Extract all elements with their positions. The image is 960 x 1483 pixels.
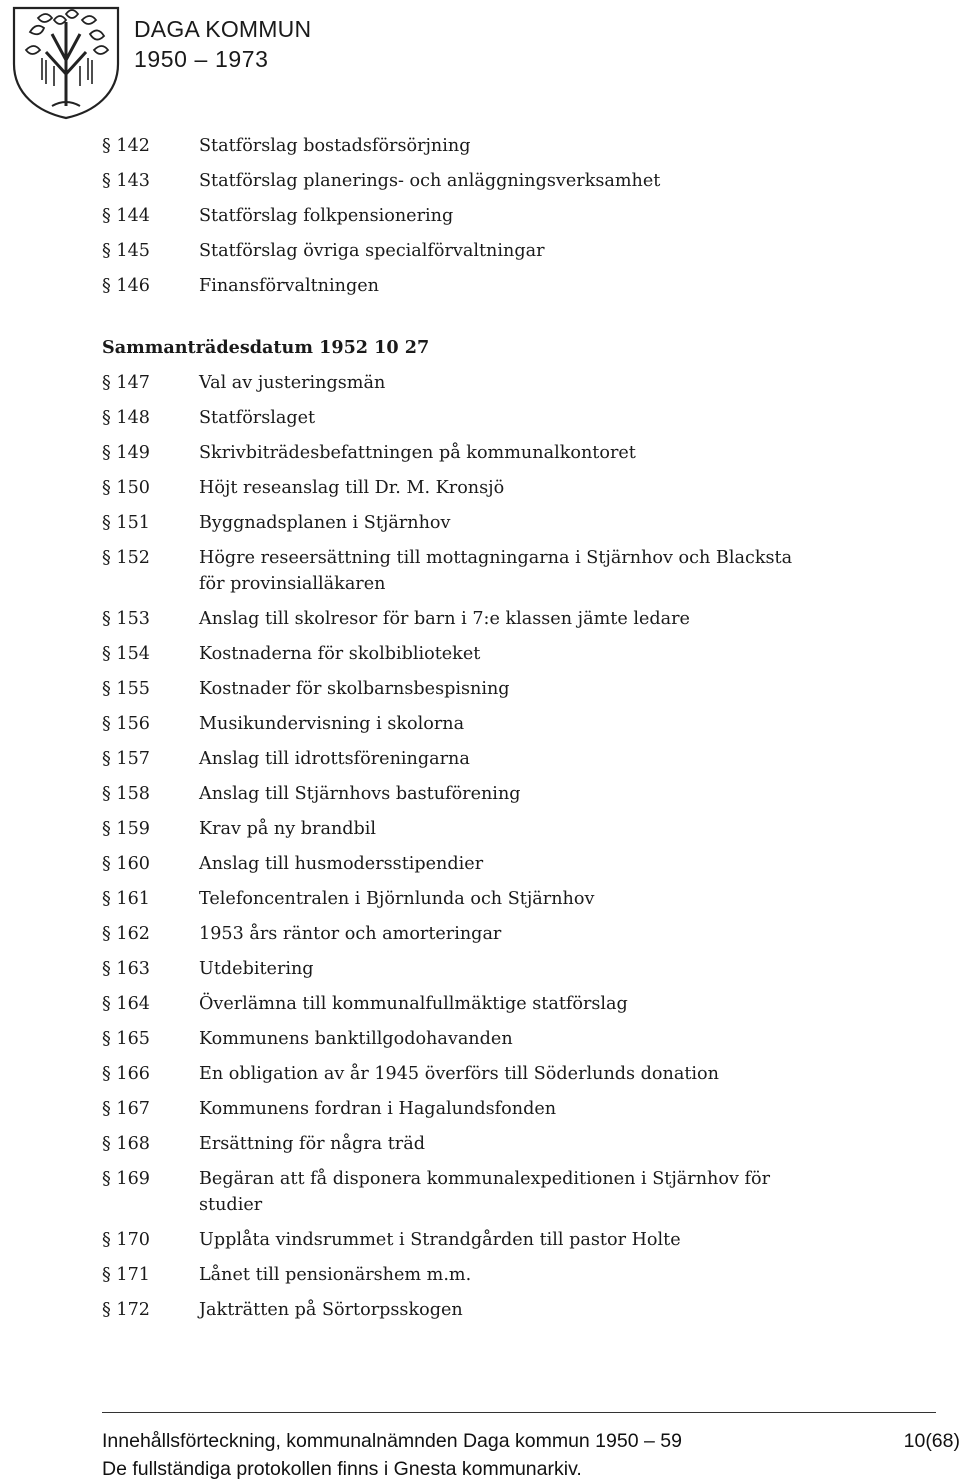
- meeting-date-heading: Sammanträdesdatum 1952 10 27: [102, 337, 430, 358]
- toc-entry: [102, 641, 902, 667]
- paragraph-number: § 165: [102, 1029, 150, 1049]
- toc-entry: [102, 956, 902, 982]
- entry-title: Kostnaderna för skolbiblioteket: [199, 644, 481, 664]
- paragraph-number: § 167: [102, 1099, 150, 1119]
- paragraph-number: § 149: [102, 443, 150, 463]
- toc-entry: [102, 711, 902, 737]
- toc-entry: [102, 1262, 902, 1288]
- toc-entry: [102, 238, 902, 264]
- entry-title: Lånet till pensionärshem m.m.: [199, 1265, 472, 1285]
- toc-entry: [102, 781, 902, 807]
- entry-title: Överlämna till kommunalfullmäktige statförslag: [199, 994, 628, 1014]
- toc-entry: [102, 1131, 902, 1157]
- paragraph-number: § 162: [102, 924, 150, 944]
- entry-title: Kommunens banktillgodohavanden: [199, 1029, 513, 1049]
- paragraph-number: § 160: [102, 854, 150, 874]
- paragraph-number: § 143: [102, 171, 150, 191]
- entry-title: Statförslag planerings- och anläggningsverksamhet: [199, 171, 661, 191]
- entry-title: Jakträtten på Sörtorpsskogen: [199, 1300, 463, 1320]
- toc-entry: [102, 1166, 902, 1218]
- paragraph-number: § 151: [102, 513, 150, 533]
- paragraph-number: § 148: [102, 408, 150, 428]
- entry-title: Statförslag bostadsförsörjning: [199, 136, 471, 156]
- entry-title: Utdebitering: [199, 959, 314, 979]
- footer-description: Innehållsförteckning, kommunalnämnden Daga kommun 1950 – 59: [102, 1430, 682, 1452]
- paragraph-number: § 169: [102, 1169, 150, 1189]
- toc-entry: [102, 1297, 902, 1323]
- footer-archive-note: De fullständiga protokollen finns i Gnesta kommunarkiv.: [102, 1458, 582, 1480]
- toc-entry: [102, 816, 902, 842]
- entry-title: Högre reseersättning till mottagningarna i Stjärnhov och Blacksta för provinsialläkaren: [199, 548, 793, 594]
- paragraph-number: § 168: [102, 1134, 150, 1154]
- entry-title: Krav på ny brandbil: [199, 819, 377, 839]
- entry-title: Statförslag folkpensionering: [199, 206, 454, 226]
- footer-divider: [102, 1412, 936, 1413]
- paragraph-number: § 155: [102, 679, 150, 699]
- entry-title: Statförslag övriga specialförvaltningar: [199, 241, 545, 261]
- entry-title: Finansförvaltningen: [199, 276, 379, 296]
- toc-entry: [102, 1026, 902, 1052]
- toc-entry: [102, 1227, 902, 1253]
- entry-title: Kommunens fordran i Hagalundsfonden: [199, 1099, 557, 1119]
- paragraph-number: § 152: [102, 548, 150, 568]
- toc-entry: [102, 1061, 902, 1087]
- paragraph-number: § 147: [102, 373, 150, 393]
- paragraph-number: § 144: [102, 206, 150, 226]
- toc-entry: [102, 440, 902, 466]
- entry-title: Höjt reseanslag till Dr. M. Kronsjö: [199, 478, 505, 498]
- entry-list-b: [102, 370, 902, 1323]
- toc-entry: [102, 370, 902, 396]
- paragraph-number: § 150: [102, 478, 150, 498]
- entry-list-a: [102, 133, 902, 299]
- document-header: [134, 14, 311, 74]
- toc-entry: [102, 746, 902, 772]
- page-number: 10(68): [903, 1430, 960, 1452]
- entry-title: Ersättning för några träd: [199, 1134, 425, 1154]
- entry-title: Begäran att få disponera kommunalexpeditionen i Stjärnhov för studier: [199, 1169, 770, 1215]
- toc-entry: [102, 1096, 902, 1122]
- entry-title: Byggnadsplanen i Stjärnhov: [199, 513, 451, 533]
- toc-entry: [102, 133, 902, 159]
- entry-title: Skrivbiträdesbefattningen på kommunalkontoret: [199, 443, 636, 463]
- toc-body: [102, 133, 902, 1332]
- paragraph-number: § 163: [102, 959, 150, 979]
- paragraph-number: § 156: [102, 714, 150, 734]
- paragraph-number: § 159: [102, 819, 150, 839]
- paragraph-number: § 153: [102, 609, 150, 629]
- toc-entry: [102, 273, 902, 299]
- paragraph-number: § 145: [102, 241, 150, 261]
- paragraph-number: § 146: [102, 276, 150, 296]
- paragraph-number: § 158: [102, 784, 150, 804]
- entry-title: Val av justeringsmän: [199, 373, 386, 393]
- paragraph-number: § 170: [102, 1230, 150, 1250]
- toc-entry: [102, 886, 902, 912]
- paragraph-number: § 172: [102, 1300, 150, 1320]
- toc-entry: [102, 405, 902, 431]
- entry-title: 1953 års räntor och amorteringar: [199, 924, 502, 944]
- entry-title: Musikundervisning i skolorna: [199, 714, 465, 734]
- toc-entry: [102, 606, 902, 632]
- paragraph-number: § 171: [102, 1265, 150, 1285]
- toc-entry: [102, 676, 902, 702]
- toc-entry: [102, 921, 902, 947]
- toc-entry: [102, 851, 902, 877]
- paragraph-number: § 161: [102, 889, 150, 909]
- tree-emblem-icon: [8, 2, 124, 120]
- toc-entry: [102, 991, 902, 1017]
- toc-entry: [102, 545, 902, 597]
- toc-entry: [102, 203, 902, 229]
- municipality-title: DAGA KOMMUN: [134, 16, 312, 42]
- entry-title: Kostnader för skolbarnsbespisning: [199, 679, 510, 699]
- paragraph-number: § 154: [102, 644, 150, 664]
- entry-title: En obligation av år 1945 överförs till Söderlunds donation: [199, 1064, 719, 1084]
- entry-title: Upplåta vindsrummet i Strandgården till pastor Holte: [199, 1230, 681, 1250]
- toc-entry: [102, 510, 902, 536]
- entry-title: Anslag till idrottsföreningarna: [199, 749, 470, 769]
- year-range: 1950 – 1973: [134, 46, 269, 72]
- paragraph-number: § 142: [102, 136, 150, 156]
- entry-title: Anslag till Stjärnhovs bastuförening: [199, 784, 521, 804]
- page-footer: [102, 1427, 960, 1483]
- entry-title: Anslag till husmodersstipendier: [199, 854, 484, 874]
- paragraph-number: § 157: [102, 749, 150, 769]
- entry-title: Statförslaget: [199, 408, 316, 428]
- entry-title: Telefoncentralen i Björnlunda och Stjärnhov: [199, 889, 595, 909]
- entry-title: Anslag till skolresor för barn i 7:e klassen jämte ledare: [199, 609, 690, 629]
- paragraph-number: § 164: [102, 994, 150, 1014]
- toc-entry: [102, 168, 902, 194]
- paragraph-number: § 166: [102, 1064, 150, 1084]
- toc-entry: [102, 475, 902, 501]
